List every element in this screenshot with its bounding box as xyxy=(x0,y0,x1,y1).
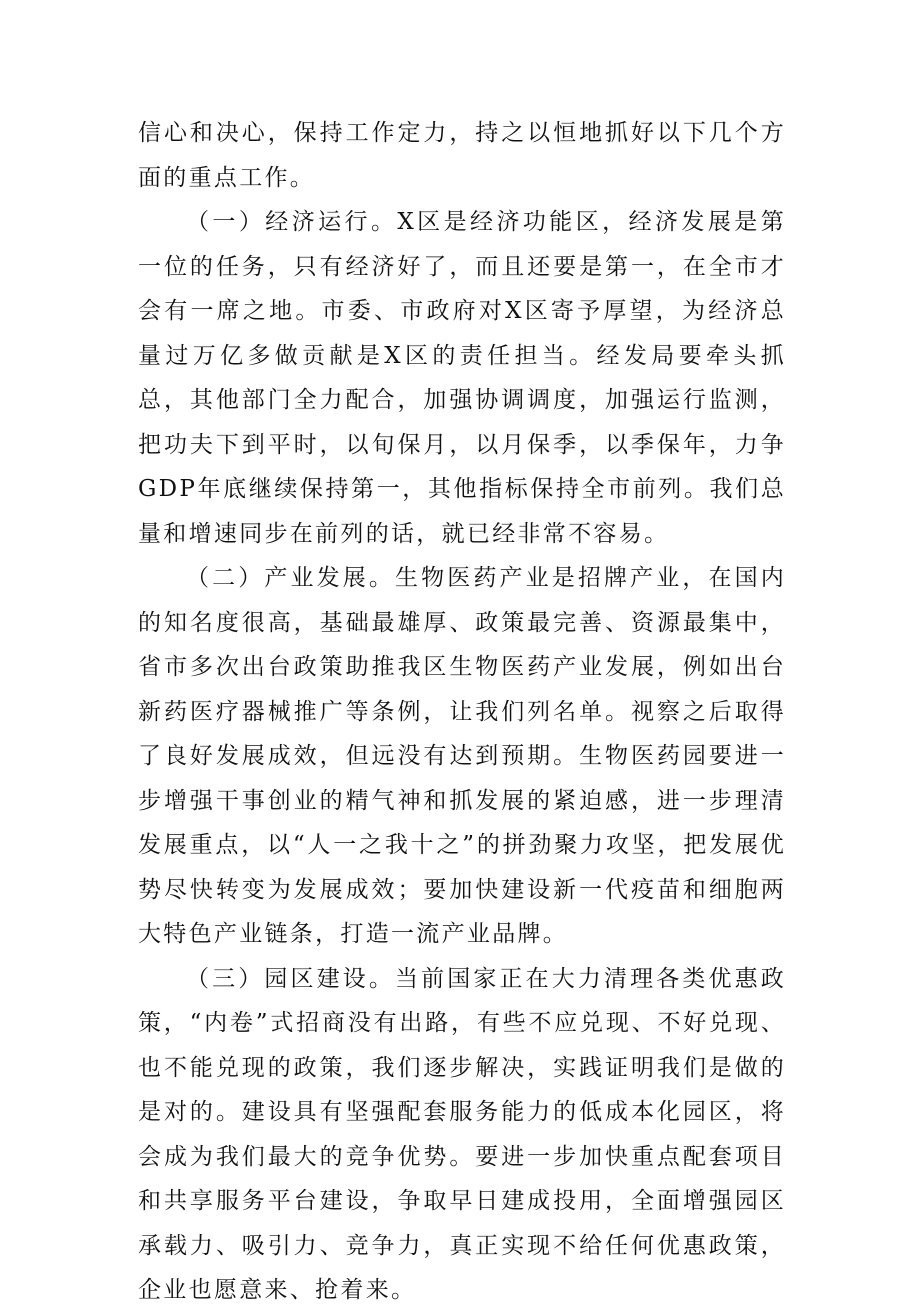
paragraph-park-construction: （三）园区建设。当前国家正在大力清理各类优惠政策，“内卷”式招商没有出路，有些不应兑现、不好兑现、也不能兑现的政策，我们逐步解决，实践证明我们是做的是对的。建设具有坚强配套服务能力的低成本化园区，将会成为我们最大的竞争优势。要进一步加快重点配套项目和共享服务平台建设，争取早日建成投用，全面增强园区承载力、吸引力、竞争力，真正实现不给任何优惠政策，企业也愿意来、抢着来。 xyxy=(138,965,786,1303)
paragraph-economic-operation: （一）经济运行。X区是经济功能区，经济发展是第一位的任务，只有经济好了，而且还要是第一，在全市才会有一席之地。市委、市政府对X区寄予厚望，为经济总量过万亿多做贡献是X区的责任担当。经发局要牵头抓总，其他部门全力配合，加强协调调度，加强运行监测，把功夫下到平时，以旬保月，以月保季，以季保年，力争GDP年底继续保持第一，其他指标保持全市前列。我们总量和增速同步在前列的话，就已经非常不容易。 xyxy=(138,209,786,547)
document-body xyxy=(138,111,786,1313)
paragraph-continuation: 信心和决心，保持工作定力，持之以恒地抓好以下几个方面的重点工作。 xyxy=(138,120,786,191)
paragraph-industry-development: （二）产业发展。生物医药产业是招牌产业，在国内的知名度很高，基础最雄厚、政策最完善、资源最集中，省市多次出台政策助推我区生物医药产业发展，例如出台新药医疗器械推广等条例，让我们列名单。视察之后取得了良好发展成效，但远没有达到预期。生物医药园要进一步增强干事创业的精气神和抓发展的紧迫感，进一步理清发展重点，以“人一之我十之”的拼劲聚力攻坚，把发展优势尽快转变为发展成效；要加快建设新一代疫苗和细胞两大特色产业链条，打造一流产业品牌。 xyxy=(138,565,786,947)
